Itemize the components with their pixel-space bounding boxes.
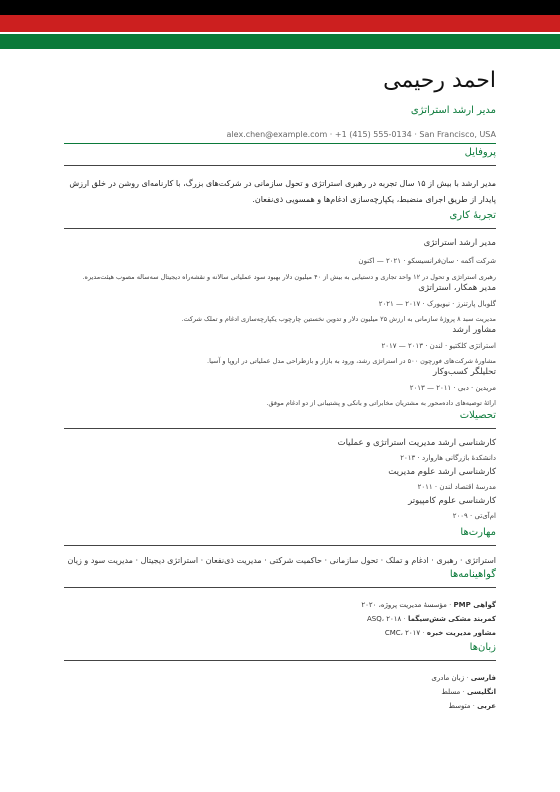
certification-item — [64, 612, 496, 626]
skills-list: استراتژی · رهبری · ادغام و تملک · تحول سازمانی · حاکمیت شرکتی · مدیریت ذی‌نفعان · استراتژی دیجیتال · مدیریت سود و زیان — [67, 556, 496, 565]
certification-detail: مؤسسهٔ مدیریت پروژه، ۲۰۲۰ — [361, 601, 447, 609]
job-meta: شرکت آکمه · سان‌فرانسیسکو · ۲۰۲۱ — اکنون — [358, 257, 496, 265]
language-name: عربی — [477, 702, 496, 710]
job-description: ارائهٔ توصیه‌های داده‌محور به مشتریان مخابراتی و بانکی و پشتیبانی از دو ادغام موفق. — [266, 399, 496, 407]
job-meta: استراتژی کلکتیو · لندن · ۲۰۱۳ — ۲۰۱۷ — [381, 342, 496, 350]
skills-section — [64, 526, 496, 567]
job-entry — [64, 282, 496, 324]
separator: · — [446, 601, 452, 609]
certifications-heading: گواهینامه‌ها — [449, 569, 496, 580]
language-item — [64, 699, 496, 713]
education-entry — [64, 495, 496, 522]
job-title: تحلیلگر کسب‌وکار — [433, 367, 496, 377]
education-degree: کارشناسی ارشد علوم مدیریت — [388, 467, 496, 477]
languages-section — [64, 641, 496, 713]
language-item — [64, 671, 496, 685]
separator: · — [460, 688, 465, 696]
certification-name: گواهی PMP — [453, 601, 496, 609]
top-stripe-black — [0, 0, 560, 15]
job-description: رهبری استراتژی و تحول در ۱۲ واحد تجاری و دستیابی به بیش از ۴۰ میلیون دلار بهبود سود عملیاتی سالانه و نقشه‌راه دیجیتال سه‌ساله مصوب هیئت‌مدیره. — [82, 273, 496, 281]
education-heading: تحصیلات — [459, 410, 496, 421]
language-level: متوسط — [448, 702, 471, 710]
separator: · — [401, 615, 406, 623]
job-description: مدیریت سبد ۸ پروژهٔ سازمانی به ارزش ۲۵ میلیون دلار و تدوین نخستین چارچوب یکپارچه‌سازی ادغام و تملک شرکت. — [181, 315, 496, 323]
languages-body — [64, 660, 496, 713]
skills-heading: مهارت‌ها — [460, 527, 496, 538]
job-title: مدیر ارشد استراتژی — [423, 238, 496, 248]
certification-item — [64, 598, 496, 612]
job-title: مشاور ارشد — [452, 325, 496, 335]
job-entry — [64, 366, 496, 408]
resume-headline: مدیر ارشد استراتژی — [410, 105, 496, 116]
language-item — [64, 685, 496, 699]
education-degree: کارشناسی علوم کامپیوتر — [408, 496, 496, 506]
profile-heading: پروفایل — [64, 143, 496, 160]
certification-detail: CMC، ۲۰۱۷ — [384, 629, 421, 637]
language-name: فارسی — [470, 674, 496, 682]
experience-body — [64, 228, 496, 408]
language-level: زبان مادری — [431, 674, 465, 682]
profile-section — [64, 143, 496, 208]
education-entry — [64, 466, 496, 493]
education-body — [64, 428, 496, 522]
experience-heading: تجربهٔ کاری — [449, 210, 496, 221]
education-degree: کارشناسی ارشد مدیریت استراتژی و عملیات — [337, 438, 496, 448]
education-entry — [64, 437, 496, 464]
languages-heading: زبان‌ها — [469, 642, 496, 653]
top-stripe-green — [0, 34, 560, 49]
job-meta: مریدین · دبی · ۲۰۱۱ — ۲۰۱۳ — [409, 384, 496, 392]
job-entry — [64, 324, 496, 366]
top-stripe-red — [0, 15, 560, 32]
education-meta: دانشکدهٔ بازرگانی هاروارد · ۲۰۱۳ — [400, 454, 496, 462]
education-meta: ام‌آی‌تی · ۲۰۰۹ — [452, 512, 496, 520]
certification-name: کمربند مشکی شش‌سیگما — [407, 615, 496, 623]
resume-content — [64, 64, 496, 713]
experience-section — [64, 209, 496, 408]
job-entry — [64, 237, 496, 282]
language-level: مسلط — [441, 688, 461, 696]
certification-item — [64, 626, 496, 640]
education-meta: مدرسهٔ اقتصاد لندن · ۲۰۱۱ — [417, 483, 496, 491]
job-title: مدیر همکار، استراتژی — [418, 283, 496, 293]
job-meta: گلوبال پارتنرز · نیویورک · ۲۰۱۷ — ۲۰۲۱ — [378, 300, 496, 308]
education-section — [64, 409, 496, 522]
profile-summary: مدیر ارشد با بیش از ۱۵ سال تجربه در رهبری استراتژی و تحول سازمانی در شرکت‌های بزرگ، با کارنامه‌ای روشن در خلق ارزش پایدار از طریق اجرای منضبط، یکپارچه‌سازی ادغام‌ها و همسویی ذی‌نفعان. — [69, 179, 496, 204]
skills-body — [64, 545, 496, 567]
job-description: مشاورهٔ شرکت‌های فورچون ۵۰۰ در استراتژی رشد، ورود به بازار و بازطراحی مدل عملیاتی در اروپا و آسیا. — [207, 357, 496, 365]
separator: · — [470, 702, 475, 710]
profile-body — [64, 165, 496, 208]
language-name: انگلیسی — [466, 688, 496, 696]
certifications-section — [64, 568, 496, 640]
certification-name: مشاور مدیریت خبره — [426, 629, 496, 637]
certification-detail: ASQ، ۲۰۱۸ — [367, 615, 402, 623]
contact-line: alex.chen@example.com · +1 (415) 555-0134 · San Francisco, USA — [226, 130, 496, 139]
separator: · — [464, 674, 469, 682]
separator: · — [420, 629, 425, 637]
certifications-body — [64, 587, 496, 640]
resume-name: احمد رحیمی — [383, 68, 496, 93]
